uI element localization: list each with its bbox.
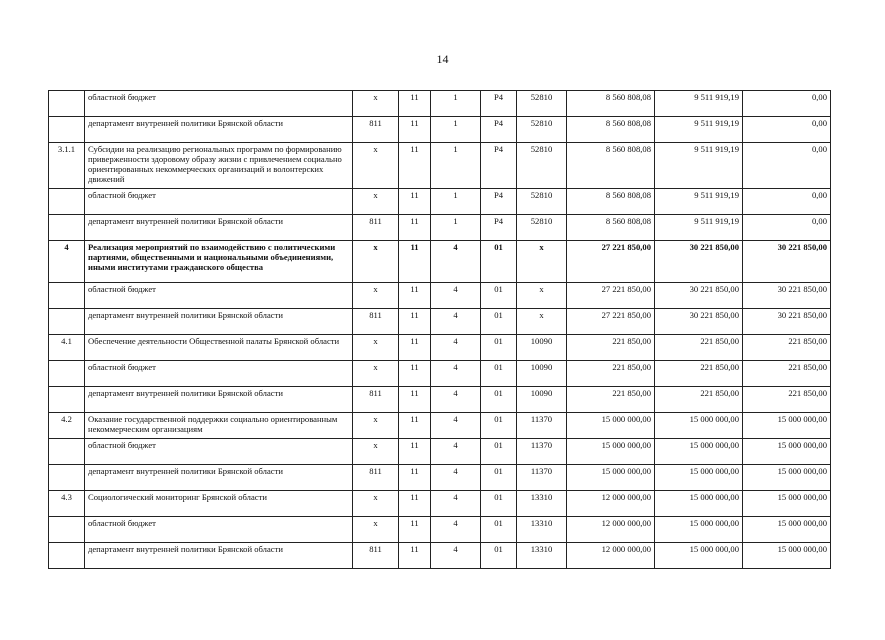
cell-name: Оказание государственной поддержки социально ориентированным некоммерческим организациям (85, 413, 353, 439)
cell-program: 11 (399, 117, 431, 143)
cell-main-event: 01 (481, 465, 517, 491)
cell-amount-2: 9 511 919,19 (655, 215, 743, 241)
cell-amount-1: 8 560 808,08 (567, 117, 655, 143)
cell-subprogram: 4 (431, 465, 481, 491)
cell-amount-3: 0,00 (743, 91, 831, 117)
cell-amount-1: 8 560 808,08 (567, 143, 655, 189)
cell-amount-3: 0,00 (743, 117, 831, 143)
cell-amount-3: 30 221 850,00 (743, 283, 831, 309)
cell-subprogram: 4 (431, 283, 481, 309)
table-row (49, 491, 831, 517)
cell-amount-1: 12 000 000,00 (567, 543, 655, 569)
cell-amount-1: 8 560 808,08 (567, 91, 655, 117)
cell-amount-2: 15 000 000,00 (655, 517, 743, 543)
cell-number (49, 91, 85, 117)
cell-direction: 52810 (517, 189, 567, 215)
cell-grbs: 811 (353, 465, 399, 491)
cell-amount-2: 15 000 000,00 (655, 439, 743, 465)
cell-main-event: 01 (481, 543, 517, 569)
cell-main-event: P4 (481, 91, 517, 117)
cell-main-event: P4 (481, 143, 517, 189)
cell-amount-3: 15 000 000,00 (743, 491, 831, 517)
cell-main-event: 01 (481, 491, 517, 517)
cell-main-event: 01 (481, 309, 517, 335)
cell-number (49, 309, 85, 335)
cell-amount-2: 221 850,00 (655, 361, 743, 387)
cell-main-event: P4 (481, 189, 517, 215)
cell-direction: 52810 (517, 143, 567, 189)
cell-program: 11 (399, 335, 431, 361)
cell-direction: 11370 (517, 465, 567, 491)
cell-amount-3: 0,00 (743, 189, 831, 215)
cell-number (49, 189, 85, 215)
cell-amount-1: 27 221 850,00 (567, 241, 655, 283)
table-row (49, 465, 831, 491)
cell-name: областной бюджет (85, 283, 353, 309)
cell-grbs: 811 (353, 117, 399, 143)
cell-amount-2: 9 511 919,19 (655, 117, 743, 143)
cell-number (49, 517, 85, 543)
cell-amount-2: 15 000 000,00 (655, 491, 743, 517)
cell-subprogram: 1 (431, 189, 481, 215)
cell-program: 11 (399, 215, 431, 241)
cell-subprogram: 4 (431, 543, 481, 569)
page-number: 14 (436, 52, 449, 66)
cell-name: областной бюджет (85, 517, 353, 543)
cell-subprogram: 4 (431, 309, 481, 335)
cell-amount-1: 15 000 000,00 (567, 413, 655, 439)
cell-program: 11 (399, 283, 431, 309)
cell-amount-1: 27 221 850,00 (567, 283, 655, 309)
cell-amount-1: 15 000 000,00 (567, 465, 655, 491)
cell-amount-3: 221 850,00 (743, 387, 831, 413)
cell-name: Реализация мероприятий по взаимодействию с политическими партиями, общественными и национальными объединениями, иными институтами гражданского общества (85, 241, 353, 283)
cell-direction: x (517, 309, 567, 335)
cell-grbs: x (353, 413, 399, 439)
cell-number (49, 361, 85, 387)
cell-amount-2: 9 511 919,19 (655, 91, 743, 117)
cell-name: Социологический мониторинг Брянской области (85, 491, 353, 517)
cell-grbs: x (353, 189, 399, 215)
cell-program: 11 (399, 439, 431, 465)
cell-amount-3: 0,00 (743, 215, 831, 241)
cell-subprogram: 4 (431, 335, 481, 361)
cell-amount-3: 221 850,00 (743, 361, 831, 387)
cell-name: Обеспечение деятельности Общественной палаты Брянской области (85, 335, 353, 361)
cell-direction: 10090 (517, 361, 567, 387)
cell-amount-1: 221 850,00 (567, 335, 655, 361)
cell-subprogram: 1 (431, 91, 481, 117)
cell-grbs: 811 (353, 387, 399, 413)
cell-subprogram: 1 (431, 143, 481, 189)
table-row (49, 517, 831, 543)
cell-program: 11 (399, 387, 431, 413)
table-row (49, 439, 831, 465)
cell-direction: 52810 (517, 91, 567, 117)
cell-grbs: 811 (353, 215, 399, 241)
cell-name: Субсидии на реализацию региональных программ по формированию приверженности здоровому образу жизни с привлечением социально ориентированных некоммерческих организаций и волонтерских движений (85, 143, 353, 189)
cell-main-event: 01 (481, 439, 517, 465)
cell-amount-2: 221 850,00 (655, 335, 743, 361)
cell-amount-3: 15 000 000,00 (743, 439, 831, 465)
cell-subprogram: 4 (431, 241, 481, 283)
cell-program: 11 (399, 309, 431, 335)
cell-amount-1: 12 000 000,00 (567, 491, 655, 517)
cell-direction: 11370 (517, 413, 567, 439)
cell-name: департамент внутренней политики Брянской области (85, 117, 353, 143)
table-row (49, 215, 831, 241)
cell-amount-1: 15 000 000,00 (567, 439, 655, 465)
cell-program: 11 (399, 143, 431, 189)
cell-number: 4 (49, 241, 85, 283)
cell-grbs: 811 (353, 543, 399, 569)
cell-amount-2: 15 000 000,00 (655, 413, 743, 439)
cell-direction: 13310 (517, 491, 567, 517)
cell-main-event: 01 (481, 335, 517, 361)
cell-number (49, 387, 85, 413)
cell-direction: x (517, 241, 567, 283)
cell-amount-1: 8 560 808,08 (567, 189, 655, 215)
cell-program: 11 (399, 543, 431, 569)
cell-amount-3: 15 000 000,00 (743, 465, 831, 491)
cell-main-event: 01 (481, 413, 517, 439)
cell-number (49, 465, 85, 491)
cell-amount-3: 15 000 000,00 (743, 543, 831, 569)
cell-subprogram: 4 (431, 439, 481, 465)
cell-grbs: x (353, 335, 399, 361)
cell-direction: 13310 (517, 543, 567, 569)
cell-name: областной бюджет (85, 91, 353, 117)
cell-amount-2: 9 511 919,19 (655, 143, 743, 189)
cell-amount-2: 15 000 000,00 (655, 465, 743, 491)
cell-number (49, 117, 85, 143)
cell-name: департамент внутренней политики Брянской области (85, 465, 353, 491)
cell-amount-2: 30 221 850,00 (655, 309, 743, 335)
table-row (49, 241, 831, 283)
table-row (49, 117, 831, 143)
table-row (49, 309, 831, 335)
cell-subprogram: 4 (431, 517, 481, 543)
cell-program: 11 (399, 91, 431, 117)
cell-grbs: x (353, 241, 399, 283)
cell-program: 11 (399, 361, 431, 387)
cell-amount-1: 12 000 000,00 (567, 517, 655, 543)
cell-main-event: 01 (481, 283, 517, 309)
cell-direction: 52810 (517, 215, 567, 241)
cell-number (49, 439, 85, 465)
cell-number: 3.1.1 (49, 143, 85, 189)
cell-grbs: x (353, 91, 399, 117)
cell-main-event: 01 (481, 241, 517, 283)
cell-grbs: x (353, 517, 399, 543)
table-row (49, 387, 831, 413)
table-row (49, 413, 831, 439)
cell-amount-3: 15 000 000,00 (743, 517, 831, 543)
cell-subprogram: 4 (431, 387, 481, 413)
budget-table (48, 90, 831, 569)
cell-program: 11 (399, 189, 431, 215)
cell-main-event: P4 (481, 117, 517, 143)
cell-grbs: 811 (353, 309, 399, 335)
cell-amount-3: 221 850,00 (743, 335, 831, 361)
cell-subprogram: 4 (431, 413, 481, 439)
cell-amount-1: 221 850,00 (567, 387, 655, 413)
cell-name: департамент внутренней политики Брянской области (85, 309, 353, 335)
cell-name: областной бюджет (85, 439, 353, 465)
cell-main-event: 01 (481, 387, 517, 413)
cell-amount-2: 30 221 850,00 (655, 283, 743, 309)
cell-amount-3: 30 221 850,00 (743, 241, 831, 283)
cell-subprogram: 1 (431, 117, 481, 143)
cell-subprogram: 1 (431, 215, 481, 241)
cell-main-event: 01 (481, 517, 517, 543)
cell-number: 4.1 (49, 335, 85, 361)
cell-grbs: x (353, 491, 399, 517)
cell-direction: 10090 (517, 387, 567, 413)
cell-number (49, 283, 85, 309)
cell-direction: 10090 (517, 335, 567, 361)
cell-number: 4.2 (49, 413, 85, 439)
cell-name: областной бюджет (85, 361, 353, 387)
cell-program: 11 (399, 491, 431, 517)
cell-grbs: x (353, 439, 399, 465)
table-row (49, 283, 831, 309)
cell-grbs: x (353, 283, 399, 309)
cell-amount-3: 0,00 (743, 143, 831, 189)
cell-direction: x (517, 283, 567, 309)
cell-number (49, 215, 85, 241)
cell-grbs: x (353, 361, 399, 387)
cell-program: 11 (399, 241, 431, 283)
cell-direction: 52810 (517, 117, 567, 143)
cell-subprogram: 4 (431, 361, 481, 387)
table-row (49, 335, 831, 361)
cell-amount-3: 15 000 000,00 (743, 413, 831, 439)
cell-grbs: x (353, 143, 399, 189)
cell-name: департамент внутренней политики Брянской области (85, 215, 353, 241)
cell-name: департамент внутренней политики Брянской области (85, 387, 353, 413)
cell-main-event: 01 (481, 361, 517, 387)
cell-number (49, 543, 85, 569)
cell-amount-1: 27 221 850,00 (567, 309, 655, 335)
table-row (49, 361, 831, 387)
cell-program: 11 (399, 465, 431, 491)
cell-name: областной бюджет (85, 189, 353, 215)
cell-amount-2: 15 000 000,00 (655, 543, 743, 569)
cell-direction: 13310 (517, 517, 567, 543)
table-row (49, 143, 831, 189)
cell-amount-1: 8 560 808,08 (567, 215, 655, 241)
cell-direction: 11370 (517, 439, 567, 465)
cell-subprogram: 4 (431, 491, 481, 517)
cell-program: 11 (399, 413, 431, 439)
table-row (49, 91, 831, 117)
cell-amount-2: 221 850,00 (655, 387, 743, 413)
cell-amount-3: 30 221 850,00 (743, 309, 831, 335)
cell-amount-1: 221 850,00 (567, 361, 655, 387)
table-row (49, 543, 831, 569)
table-body (49, 91, 831, 569)
cell-main-event: P4 (481, 215, 517, 241)
cell-name: департамент внутренней политики Брянской области (85, 543, 353, 569)
cell-program: 11 (399, 517, 431, 543)
table-row (49, 189, 831, 215)
cell-number: 4.3 (49, 491, 85, 517)
cell-amount-2: 30 221 850,00 (655, 241, 743, 283)
cell-amount-2: 9 511 919,19 (655, 189, 743, 215)
